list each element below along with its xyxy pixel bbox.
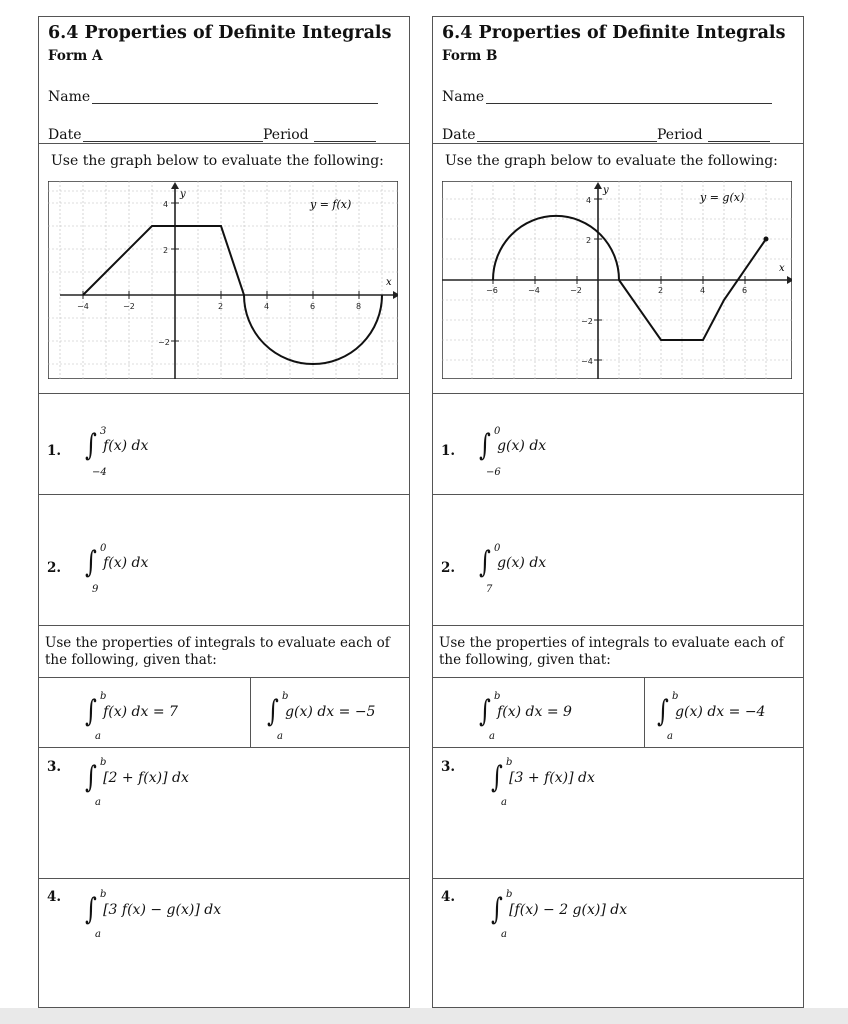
y-axis-label: y (603, 185, 609, 196)
name-field[interactable] (486, 103, 772, 104)
integrand: [3 + f(x)] dx (509, 770, 595, 786)
divider (433, 143, 803, 144)
given-f-integral (83, 691, 178, 742)
form-label: Form B (442, 48, 498, 64)
upper-limit: 0 (100, 543, 107, 554)
lower-limit: 7 (486, 584, 493, 595)
integral-sign: ∫ (490, 892, 503, 927)
x-tick-label: 2 (218, 302, 224, 311)
problem-number: 4. (441, 889, 456, 905)
given-divider (644, 677, 645, 747)
given-g-integral (265, 691, 376, 742)
function-label: y = f(x) (310, 198, 352, 211)
y-tick-label: 2 (586, 236, 592, 245)
period-field[interactable] (314, 141, 376, 142)
upper-limit: b (506, 889, 513, 900)
upper-limit: b (100, 757, 107, 768)
page-bottom-bar (0, 1008, 848, 1024)
given-expression: f(x) dx = 7 (103, 704, 178, 720)
problem-number: 1. (47, 443, 62, 459)
lower-limit: −4 (92, 467, 107, 478)
graph-g (442, 181, 792, 379)
lower-limit: a (95, 731, 101, 742)
upper-limit: 3 (100, 426, 107, 437)
divider (39, 878, 409, 879)
name-label: Name (442, 89, 485, 105)
given-expression: g(x) dx = −4 (675, 704, 766, 720)
divider (39, 677, 409, 678)
x-tick-label: −2 (570, 286, 582, 295)
lower-limit: a (501, 929, 507, 940)
y-axis-label: y (180, 189, 186, 200)
problem-number: 3. (441, 759, 456, 775)
x-tick-label: 6 (742, 286, 748, 295)
integral-sign: ∫ (84, 545, 97, 580)
divider (433, 625, 803, 626)
divider (433, 494, 803, 495)
integral-sign: ∫ (490, 760, 503, 795)
lower-limit: −6 (486, 467, 501, 478)
problem-number: 2. (47, 560, 62, 576)
y-tick-label: −4 (581, 357, 593, 366)
problem-number: 4. (47, 889, 62, 905)
integral-sign: ∫ (84, 428, 97, 463)
integral-sign: ∫ (84, 760, 97, 795)
x-tick-label: 2 (658, 286, 664, 295)
upper-limit: b (100, 691, 107, 702)
integral-sign: ∫ (84, 892, 97, 927)
x-axis-label: x (386, 277, 392, 288)
upper-limit: 0 (494, 426, 501, 437)
date-field[interactable] (477, 141, 657, 142)
lower-limit: a (277, 731, 283, 742)
integral-expression (489, 757, 595, 808)
divider (433, 878, 803, 879)
integral-sign: ∫ (266, 694, 279, 729)
worksheet-form-a (38, 16, 410, 1008)
period-label: Period (657, 127, 703, 143)
given-f-integral (477, 691, 572, 742)
integrand: [2 + f(x)] dx (103, 770, 189, 786)
divider (433, 747, 803, 748)
x-tick-label: 8 (356, 302, 362, 311)
given-g-integral (655, 691, 766, 742)
problem-number: 1. (441, 443, 456, 459)
integral-expression (83, 757, 189, 808)
x-tick-label: −6 (486, 286, 498, 295)
properties-instruction: Use the properties of integrals to evaluate each of the following, given that: (439, 635, 784, 668)
x-axis-label: x (779, 263, 785, 274)
lower-limit: 9 (92, 584, 99, 595)
upper-limit: 0 (494, 543, 501, 554)
integrand: g(x) dx (497, 438, 547, 454)
date-field[interactable] (83, 141, 263, 142)
given-expression: f(x) dx = 9 (497, 704, 572, 720)
integral-sign: ∫ (478, 694, 491, 729)
integral-expression (489, 889, 628, 940)
x-tick-label: −2 (123, 302, 135, 311)
x-tick-label: −4 (77, 302, 89, 311)
integral-expression (477, 543, 547, 595)
period-label: Period (263, 127, 309, 143)
integral-expression (83, 543, 149, 595)
worksheet-title: 6.4 Properties of Definite Integrals (48, 23, 392, 43)
integral-sign: ∫ (478, 545, 491, 580)
endpoint-dot (764, 237, 769, 242)
date-label: Date (48, 127, 82, 143)
upper-limit: b (506, 757, 513, 768)
graph-instruction: Use the graph below to evaluate the following: (51, 153, 384, 169)
divider (39, 494, 409, 495)
upper-limit: b (494, 691, 501, 702)
divider (433, 393, 803, 394)
y-tick-label: 4 (163, 200, 169, 209)
period-field[interactable] (708, 141, 770, 142)
form-label: Form A (48, 48, 103, 64)
integral-expression (477, 426, 547, 478)
date-label: Date (442, 127, 476, 143)
graph-f (48, 181, 398, 379)
x-tick-label: 4 (264, 302, 270, 311)
y-tick-label: −2 (158, 338, 170, 347)
integrand: f(x) dx (103, 438, 149, 454)
integral-expression (83, 426, 149, 478)
integral-sign: ∫ (84, 694, 97, 729)
divider (39, 747, 409, 748)
lower-limit: a (489, 731, 495, 742)
y-tick-label: −2 (581, 317, 593, 326)
integral-sign: ∫ (478, 428, 491, 463)
divider (39, 625, 409, 626)
integrand: g(x) dx (497, 555, 547, 571)
worksheet-title: 6.4 Properties of Definite Integrals (442, 23, 786, 43)
y-tick-label: 2 (163, 246, 169, 255)
graph-instruction: Use the graph below to evaluate the following: (445, 153, 778, 169)
lower-limit: a (95, 797, 101, 808)
lower-limit: a (501, 797, 507, 808)
integrand: f(x) dx (103, 555, 149, 571)
upper-limit: b (282, 691, 289, 702)
integral-sign: ∫ (656, 694, 669, 729)
lower-limit: a (95, 929, 101, 940)
problem-number: 2. (441, 560, 456, 576)
upper-limit: b (100, 889, 107, 900)
x-tick-label: −4 (528, 286, 540, 295)
properties-instruction: Use the properties of integrals to evaluate each of the following, given that: (45, 635, 390, 668)
upper-limit: b (672, 691, 679, 702)
x-tick-label: 6 (310, 302, 316, 311)
lower-limit: a (667, 731, 673, 742)
integral-expression (83, 889, 222, 940)
function-label: y = g(x) (700, 191, 745, 204)
given-expression: g(x) dx = −5 (285, 704, 376, 720)
divider (433, 677, 803, 678)
problem-number: 3. (47, 759, 62, 775)
name-field[interactable] (92, 103, 378, 104)
x-tick-label: 4 (700, 286, 706, 295)
y-tick-label: 4 (586, 196, 592, 205)
name-label: Name (48, 89, 91, 105)
divider (39, 393, 409, 394)
divider (39, 143, 409, 144)
integrand: [3 f(x) − g(x)] dx (103, 902, 222, 918)
given-divider (250, 677, 251, 747)
integrand: [f(x) − 2 g(x)] dx (509, 902, 628, 918)
worksheet-form-b (432, 16, 804, 1008)
